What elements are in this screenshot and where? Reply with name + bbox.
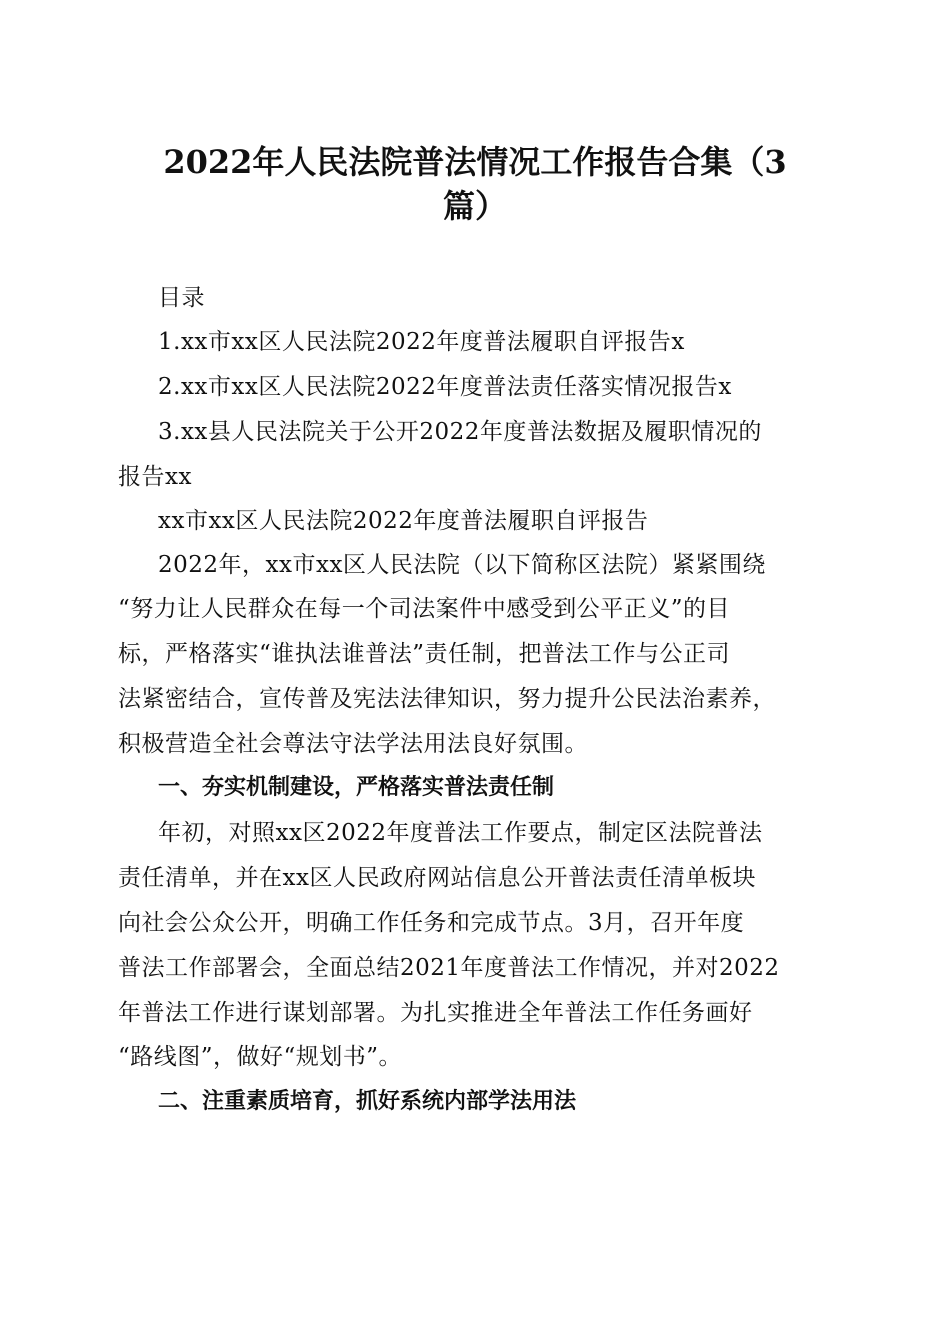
toc-item-3-cont: 报告xx <box>118 464 192 490</box>
intro-line-1: 2022年，xx市xx区人民法院（以下简称区法院）紧紧围绕 <box>158 552 766 578</box>
para1-line-2: 责任清单，并在xx区人民政府网站信息公开普法责任清单板块 <box>118 865 756 891</box>
para1-line-1: 年初，对照xx区2022年度普法工作要点，制定区法院普法 <box>158 820 763 846</box>
title-line-2: 篇） <box>442 187 507 225</box>
para1-line-5: 年普法工作进行谋划部署。为扎实推进全年普法工作任务画好 <box>118 1000 753 1026</box>
intro-line-2: “努力让人民群众在每一个司法案件中感受到公平正义”的目 <box>118 596 731 622</box>
section-title: xx市xx区人民法院2022年度普法履职自评报告 <box>158 508 649 534</box>
toc-item-1: 1.xx市xx区人民法院2022年度普法履职自评报告x <box>158 329 685 355</box>
heading-1: 一、夯实机制建设，严格落实普法责任制 <box>158 775 555 800</box>
toc-label: 目录 <box>158 285 205 311</box>
para1-line-6: “路线图”，做好“规划书”。 <box>118 1044 403 1070</box>
title-line-1: 2022年人民法院普法情况工作报告合集（3 <box>163 143 787 181</box>
intro-line-3: 标，严格落实“谁执法谁普法”责任制，把普法工作与公正司 <box>118 641 731 667</box>
para1-line-3: 向社会公众公开，明确工作任务和完成节点。3月，召开年度 <box>118 910 745 936</box>
toc-item-3: 3.xx县人民法院关于公开2022年度普法数据及履职情况的 <box>158 419 762 445</box>
heading-2: 二、注重素质培育，抓好系统内部学法用法 <box>158 1089 577 1114</box>
para1-line-4: 普法工作部署会，全面总结2021年度普法工作情况，并对2022 <box>118 955 780 981</box>
toc-item-2: 2.xx市xx区人民法院2022年度普法责任落实情况报告x <box>158 374 732 400</box>
intro-line-4: 法紧密结合，宣传普及宪法法律知识，努力提升公民法治素养， <box>118 686 776 712</box>
document-title <box>118 140 832 228</box>
intro-line-5: 积极营造全社会尊法守法学法用法良好氛围。 <box>118 731 588 757</box>
